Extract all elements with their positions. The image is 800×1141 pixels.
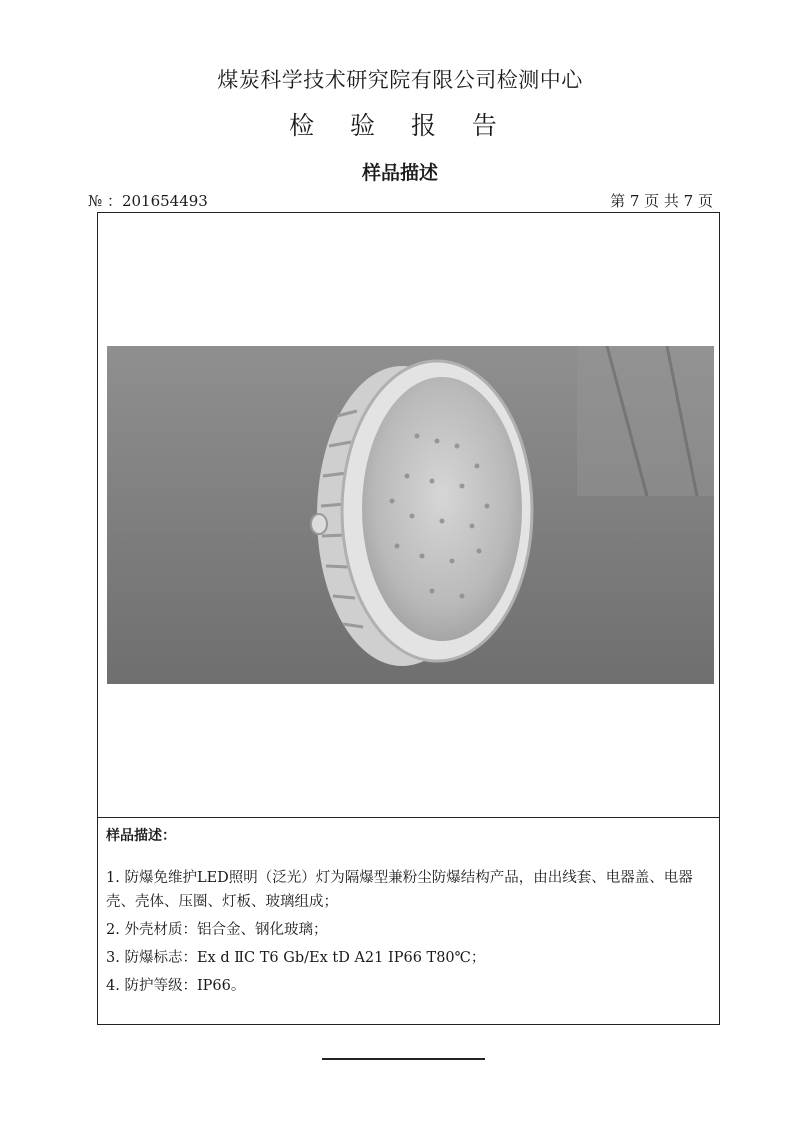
- page-info: 第 7 页 共 7 页: [610, 192, 713, 210]
- description-item-4: 4. 防护等级：IP66。: [106, 977, 246, 994]
- organization-name: 煤炭科学技术研究院有限公司检测中心: [217, 68, 583, 92]
- description-label: 样品描述：: [106, 828, 176, 844]
- page-subtitle: 样品描述: [361, 162, 438, 184]
- description-item-2: 2. 外壳材质：铝合金、钢化玻璃；: [106, 921, 328, 938]
- led-floodlight-photo: [107, 346, 714, 684]
- content-frame: [97, 212, 720, 1025]
- description-list: [106, 867, 711, 1003]
- report-title: 检 验 报 告: [289, 111, 511, 140]
- led-floodlight-icon: [107, 346, 714, 684]
- report-number: № ：201654493: [88, 192, 208, 210]
- meta-row: [88, 190, 713, 212]
- section-divider: [98, 817, 719, 818]
- description-item-1: 1. 防爆免维护LED照明（泛光）灯为隔爆型兼粉尘防爆结构产品，由出线套、电器盖、电器壳、壳体、压圈、灯板、玻璃组成；: [106, 870, 693, 910]
- description-item-3: 3. 防爆标志：Ex d ⅡC T6 Gb/Ex tD A21 IP66 T80℃；: [106, 949, 486, 966]
- end-line: [322, 1058, 485, 1060]
